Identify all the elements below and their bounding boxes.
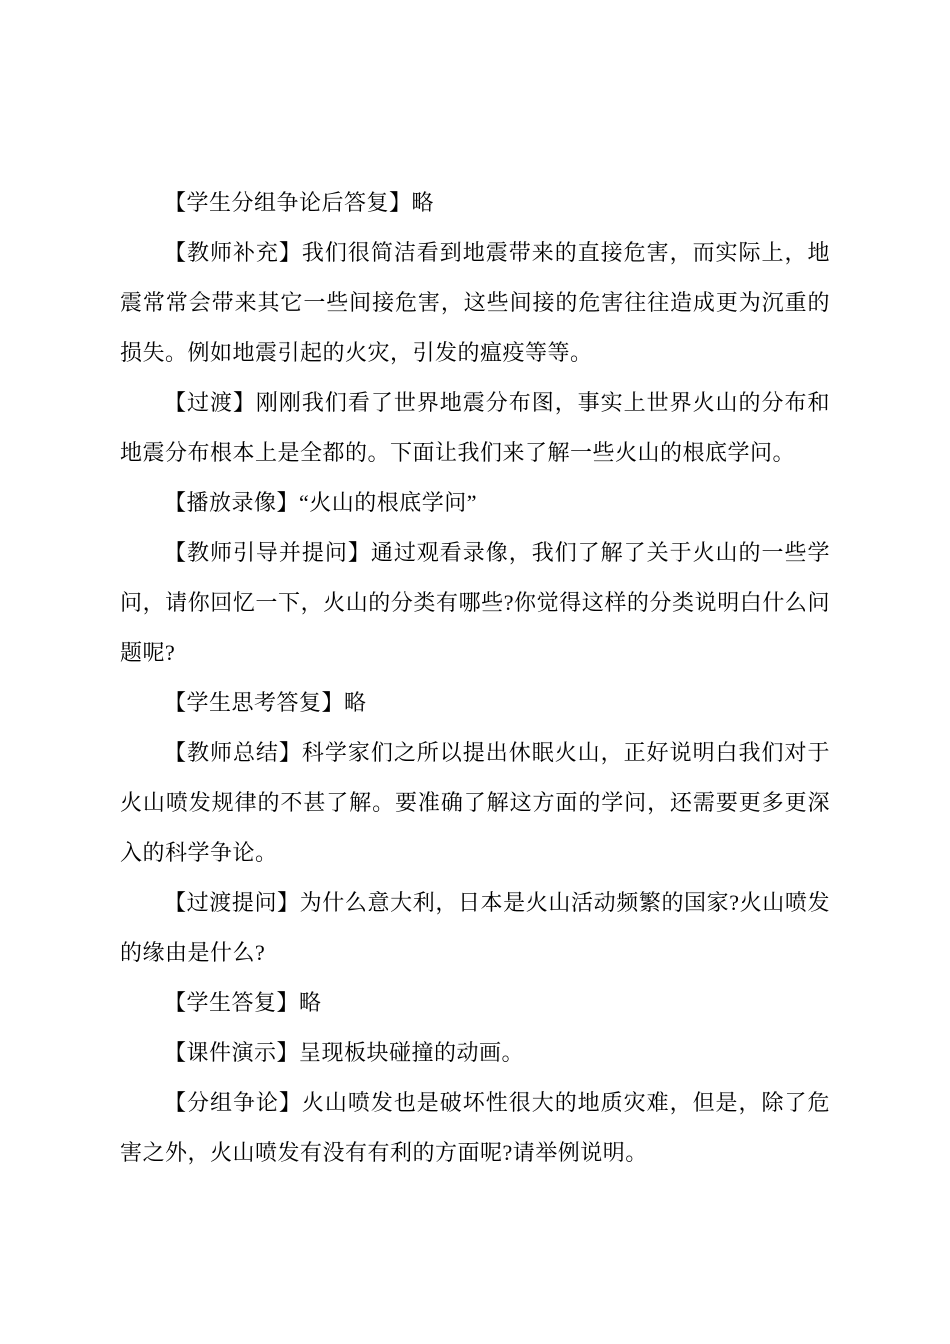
paragraph: 【教师补充】我们很简洁看到地震带来的直接危害，而实际上，地震常常会带来其它一些间接危害，这些间接的危害往往造成更为沉重的损失。例如地震引起的火灾，引发的瘟疫等等。 [120, 240, 830, 365]
paragraph: 【学生分组争论后答复】略 [164, 190, 435, 215]
paragraph: 【播放录像】“火山的根底学问” [164, 490, 478, 515]
paragraph: 【分组争论】火山喷发也是破坏性很大的地质灾难，但是，除了危害之外，火山喷发有没有有利的方面呢?请举例说明。 [120, 1090, 830, 1165]
paragraph: 【课件演示】呈现板块碰撞的动画。 [164, 1040, 525, 1065]
paragraph: 【教师引导并提问】通过观看录像，我们了解了关于火山的一些学问，请你回忆一下，火山的分类有哪些?你觉得这样的分类说明白什么问题呢? [120, 540, 830, 665]
paragraph: 【过渡】刚刚我们看了世界地震分布图，事实上世界火山的分布和地震分布根本上是全都的。下面让我们来了解一些火山的根底学问。 [120, 390, 830, 465]
paragraph: 【学生思考答复】略 [164, 690, 367, 715]
paragraph: 【学生答复】略 [164, 990, 322, 1015]
document-body [120, 178, 830, 1178]
paragraph: 【过渡提问】为什么意大利，日本是火山活动频繁的国家?火山喷发的缘由是什么? [120, 890, 830, 965]
paragraph: 【教师总结】科学家们之所以提出休眠火山，正好说明白我们对于火山喷发规律的不甚了解。要准确了解这方面的学问，还需要更多更深入的科学争论。 [120, 740, 830, 865]
